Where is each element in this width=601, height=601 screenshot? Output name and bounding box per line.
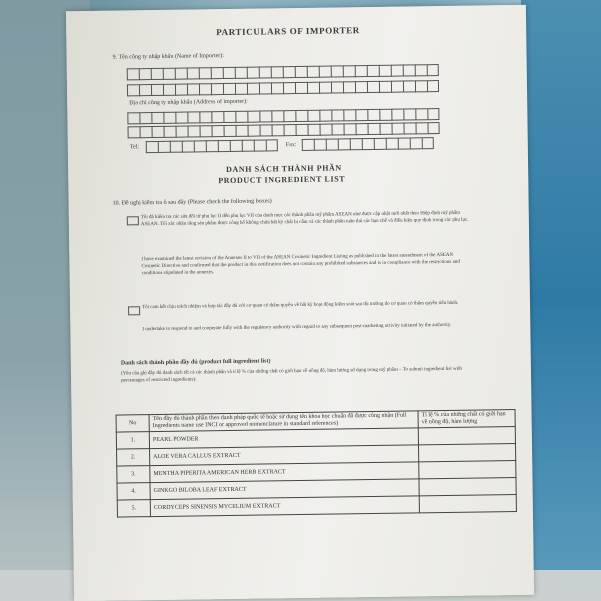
row-no: 4. bbox=[117, 483, 150, 500]
declaration-2-en: I undertake to respond to and cooperate fully with the regulatory authority with regard to any subsequent post-marketing activity initiated by the authority. bbox=[142, 322, 452, 333]
document-page bbox=[66, 5, 534, 601]
check-box-1[interactable] bbox=[127, 216, 139, 225]
importer-title: PARTICULARS OF IMPORTER bbox=[216, 25, 360, 38]
declaration-1-en: I have examined the latest revision of the Annexes II to VII of the ASEAN Cosmetic Ingredient Listing as published in the latest amendment of the ASEAN Cosmetic Directive and confirmed that the product in this notification does not contain any prohibited substances and is in compliance with the restrictions and conditions stipulated in the annexes. bbox=[141, 252, 460, 277]
ingredient-list-note: (Yêu cầu ghi đầy đủ danh sách tất cả các thành phần và tỉ lệ % của những chất có giới hạn về nồng độ, hàm lượng sử dụng trong mỹ phẩm – To submit ingredient list with percentages of restricted ingredients): bbox=[120, 366, 462, 384]
check-box-2[interactable] bbox=[128, 306, 140, 315]
row-ingredient: ALOE VERA CALLUS EXTRACT bbox=[150, 445, 419, 466]
header-percentage: Tỉ lệ % của những chất có giới hạn về nồng độ, hàm lượng bbox=[418, 410, 515, 428]
row-no: 3. bbox=[117, 466, 150, 483]
row-ingredient: PEARL POWDER bbox=[149, 428, 418, 449]
row-percentage[interactable] bbox=[418, 427, 515, 445]
fax-boxes[interactable] bbox=[302, 137, 434, 151]
ingredient-list-label: Danh sách thành phần đầy đủ (product full ingredient list) bbox=[120, 358, 271, 367]
declaration-1-vi: Tôi đã kiểm tra các sửa đổi từ phụ lục II đến phụ lục VII của danh mục các thành phần mỹ phẩm ASEAN như được cập nhật mới nhất theo Hiệp định mỹ phẩm ASEAN. Tôi xác nhận rằng sản phẩm được công bố không chứa bất kỳ chất bị cấm và các thành phần tuân thủ các hạn chế và điều kiện quy định trong các phụ lục. bbox=[140, 210, 469, 228]
fax-label: Fax: bbox=[285, 142, 297, 149]
declaration-2-vi: Tôi cam kết chịu trách nhiệm và hợp tác đầy đủ với cơ quan có thẩm quyền về bất kỳ hoạt động kiểm soát sau thị trường do cơ quan có thẩm quyền tiến hành. bbox=[142, 300, 459, 311]
ingredient-title-vi: DANH SÁCH THÀNH PHẦN bbox=[226, 163, 342, 175]
row-no: 5. bbox=[117, 500, 150, 517]
tel-label: Tel: bbox=[129, 144, 140, 151]
importer-name-boxes-2[interactable] bbox=[127, 80, 439, 96]
item-10-label: 10. Đề nghị kiểm tra ô sau đây (Please check the following boxes) bbox=[112, 198, 272, 207]
row-ingredient: MENTHA PIPERITA AMERICAN HERB EXTRACT bbox=[150, 462, 419, 483]
background-right bbox=[521, 0, 601, 601]
tel-boxes[interactable] bbox=[146, 139, 278, 153]
row-ingredient: CORDYCEPS SINENSIS MYCELIUM EXTRACT bbox=[150, 496, 419, 517]
row-no: 2. bbox=[117, 449, 150, 466]
ingredient-title-en: PRODUCT INGREDIENT LIST bbox=[218, 174, 346, 186]
row-percentage[interactable] bbox=[419, 478, 516, 496]
header-ingredient-name: Tên đầy đủ thành phần theo danh pháp quốc tế hoặc sử dụng tên khoa học chuẩn đã được công nhận (Full Ingredients name use INCI or approved nomenclature in standard references) bbox=[149, 411, 418, 432]
row-percentage[interactable] bbox=[418, 444, 515, 462]
importer-name-boxes[interactable] bbox=[127, 64, 439, 80]
importer-address-boxes-2[interactable] bbox=[128, 122, 440, 138]
ingredient-table bbox=[116, 409, 517, 518]
importer-name-label: 9. Tên công ty nhập khẩu (Name of Importer): bbox=[112, 53, 224, 61]
row-ingredient: GINKGO BILOBA LEAF EXTRACT bbox=[150, 479, 419, 500]
header-no: No bbox=[116, 415, 149, 432]
row-percentage[interactable] bbox=[419, 461, 516, 479]
importer-address-label: Địa chỉ công ty nhập khẩu (Address of importer): bbox=[129, 98, 248, 107]
row-percentage[interactable] bbox=[419, 495, 516, 513]
row-no: 1. bbox=[116, 432, 149, 449]
